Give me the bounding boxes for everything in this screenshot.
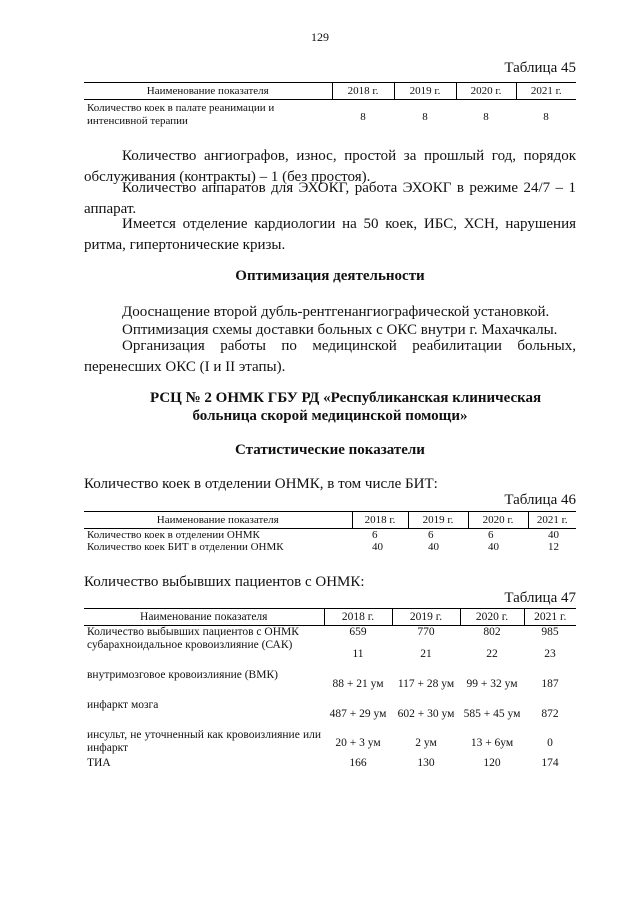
table-row (84, 626, 576, 640)
cell-value: 6 (372, 529, 378, 541)
cell-value: 23 (544, 647, 556, 660)
cell-value: 12 (548, 541, 559, 553)
cell-value: 117 + 28 ум (397, 677, 455, 690)
table-header: 2020 г. (460, 609, 524, 626)
cell-value: 13 + 6ум (470, 736, 514, 749)
table-header: Наименование показателя (84, 83, 332, 100)
table-row (84, 669, 576, 699)
table-46 (84, 511, 576, 553)
cell-value: 22 (486, 647, 498, 660)
table-row (84, 757, 576, 770)
cell-value: 802 (483, 626, 501, 638)
cell-value: 487 + 29 ум (329, 707, 387, 720)
cell-value: 585 + 45 ум (463, 707, 521, 720)
table-45 (84, 82, 576, 128)
table-header: Наименование показателя (84, 512, 352, 529)
paragraph-rehabilitation: Организация работы по медицинской реабилитации больных, перенесших ОКС (I и II этапы). (84, 338, 576, 375)
row-label: внутримозговое кровоизлияние (ВМК) (87, 669, 278, 681)
table-header: 2020 г. (468, 512, 528, 529)
table-header: 2019 г. (392, 609, 460, 626)
table-header: 2019 г. (408, 512, 468, 529)
cell-value: 6 (428, 529, 434, 541)
cell-value: 120 (483, 757, 501, 769)
cell-value: 6 (488, 529, 494, 541)
cell-value: 770 (417, 626, 435, 638)
table-header: 2018 г. (352, 512, 408, 529)
cell-value: 2 ум (415, 736, 437, 749)
row-label: Количество коек в отделении ОНМК (87, 529, 260, 541)
row-label: Количество выбывших пациентов с ОНМК (87, 626, 299, 638)
page-number: 129 (311, 30, 329, 44)
paragraph-angiographs: Количество ангиографов, износ, простой за прошлый год, порядок обслуживания (контракты) – 1 (без простоя). (84, 148, 576, 185)
cell-value: 40 (428, 541, 439, 553)
paragraph-delivery: Оптимизация схемы доставки больных с ОКС внутри г. Махачкалы. (122, 322, 558, 338)
row-label: инсульт, не уточненный как кровоизлияние или инфаркт (87, 729, 321, 754)
table-header: 2021 г. (524, 609, 576, 626)
cell-value: 8 (360, 110, 366, 123)
heading-rsc-line1: РСЦ № 2 ОНМК ГБУ РД «Республиканская клиническая (150, 390, 542, 406)
cell-value: 99 + 32 ум (466, 677, 518, 690)
table-header: 2019 г. (394, 83, 456, 100)
cell-value: 21 (420, 647, 432, 660)
row-label: Количество коек БИТ в отделении ОНМК (87, 541, 284, 553)
table-row (84, 100, 576, 129)
table-45-caption: Таблица 45 (504, 60, 576, 76)
table-row (84, 541, 576, 553)
table-row (84, 639, 576, 669)
table-header: 2021 г. (516, 83, 576, 100)
cell-value: 8 (422, 110, 428, 123)
table-47-caption: Таблица 47 (504, 590, 576, 606)
paragraph-equipment: Дооснащение второй дубль-рентгенангиографической установкой. (122, 304, 550, 320)
row-label: Количество коек в палате реанимации и интенсивной терапии (87, 102, 275, 127)
cell-value: 8 (483, 110, 489, 123)
cell-value: 166 (349, 757, 367, 769)
cell-value: 20 + 3 ум (335, 736, 381, 749)
paragraph-echo: Количество аппаратов для ЭХОКГ, работа ЭХОКГ в режиме 24/7 – 1 аппарат. (84, 180, 576, 217)
cell-value: 174 (541, 757, 559, 769)
cell-value: 8 (543, 110, 549, 123)
cell-value: 88 + 21 ум (332, 677, 384, 690)
heading-statistics: Статистические показатели (235, 442, 425, 458)
table-header: 2018 г. (332, 83, 394, 100)
intro-table-47: Количество выбывших пациентов с ОНМК: (84, 574, 365, 590)
table-row (84, 699, 576, 729)
intro-table-46: Количество коек в отделении ОНМК, в том числе БИТ: (84, 476, 438, 492)
cell-value: 130 (417, 757, 435, 769)
row-label: инфаркт мозга (87, 699, 159, 711)
table-header: Наименование показателя (84, 609, 324, 626)
table-header: 2021 г. (528, 512, 576, 529)
cell-value: 11 (352, 647, 364, 660)
heading-optimization: Оптимизация деятельности (235, 268, 425, 284)
row-label: субарахноидальное кровоизлияние (САК) (87, 639, 293, 651)
table-46-caption: Таблица 46 (504, 492, 576, 508)
table-row (84, 529, 576, 542)
paragraph-cardiology: Имеется отделение кардиологии на 50 коек, ИБС, ХСН, нарушения ритма, гипертонические кризы. (84, 216, 576, 253)
cell-value: 40 (548, 529, 559, 541)
cell-value: 187 (541, 677, 559, 690)
cell-value: 985 (541, 626, 559, 638)
cell-value: 872 (541, 707, 559, 720)
cell-value: 40 (372, 541, 383, 553)
table-47 (84, 608, 576, 770)
table-header: 2018 г. (324, 609, 392, 626)
cell-value: 659 (349, 626, 367, 638)
table-row (84, 729, 576, 757)
row-label: ТИА (87, 757, 111, 769)
cell-value: 0 (547, 736, 553, 749)
cell-value: 602 + 30 ум (397, 707, 455, 720)
table-header: 2020 г. (456, 83, 516, 100)
cell-value: 40 (488, 541, 499, 553)
heading-rsc-line2: больница скорой медицинской помощи» (192, 408, 468, 424)
